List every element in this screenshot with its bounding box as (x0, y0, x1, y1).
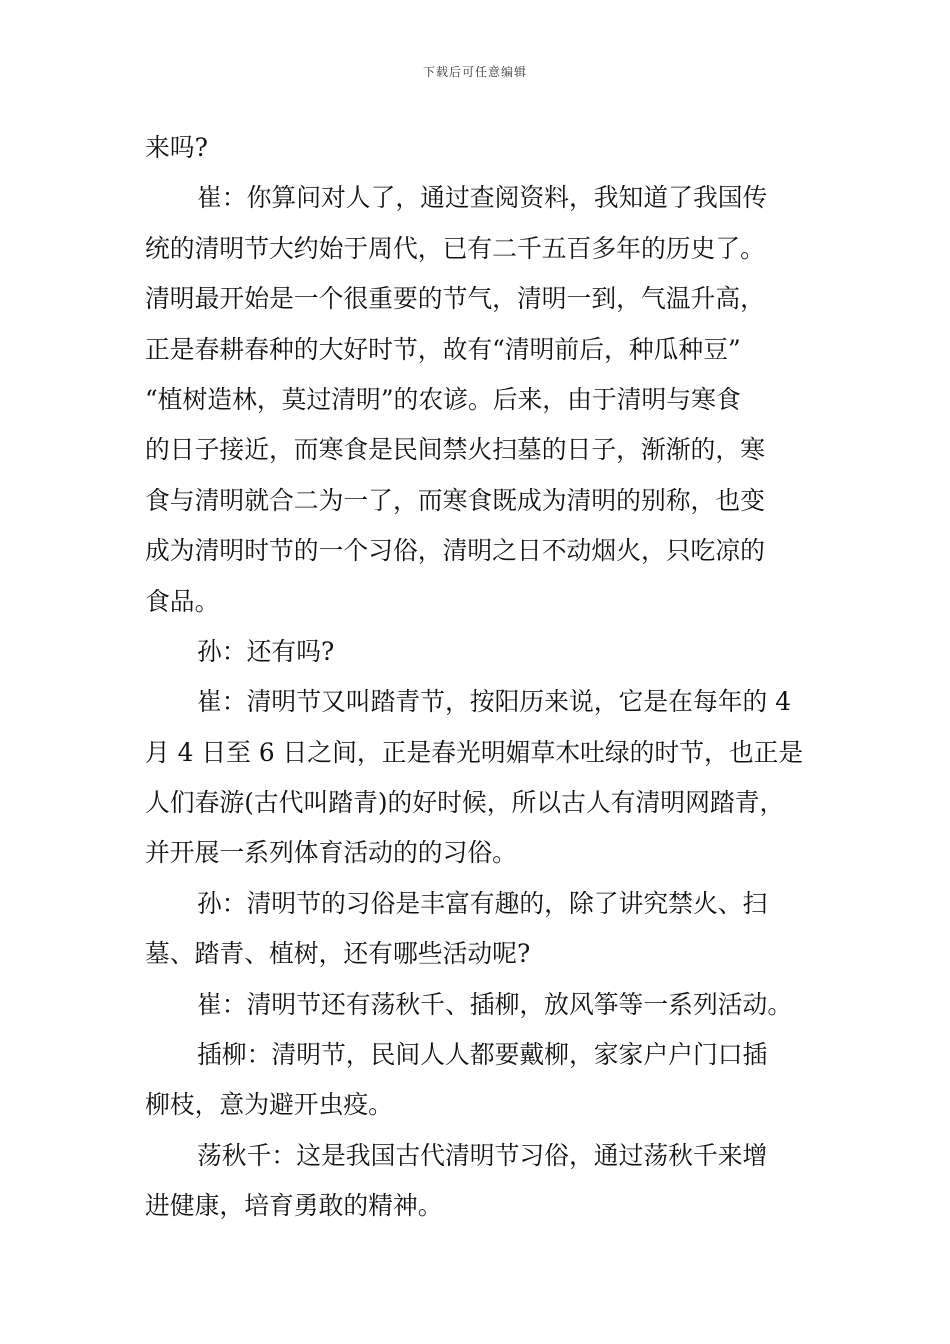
text-line: 并开展一系列体育活动的的习俗。 (145, 838, 517, 868)
text-line: 墓、踏青、植树，还有哪些活动呢? (145, 939, 531, 969)
text-line: 荡秋千：这是我国古代清明节习俗，通过荡秋千来增 (197, 1140, 768, 1170)
text-line: 插柳：清明节，民间人人都要戴柳，家家户户门口插 (197, 1040, 768, 1070)
text-line: 柳枝，意为避开虫疫。 (145, 1090, 393, 1120)
text-line: 食品。 (145, 586, 220, 616)
document-body (145, 123, 810, 1232)
text-line: 成为清明时节的一个习俗，清明之日不动烟火，只吃凉的 (145, 536, 765, 566)
text-line: 月 4 日至 6 日之间，正是春光明媚草木吐绿的时节，也正是 (145, 737, 804, 767)
text-line: “植树造林，莫过清明”的农谚。后来，由于清明与寒食 (145, 384, 741, 414)
text-line: 正是春耕春种的大好时节，故有“清明前后，种瓜种豆” (145, 334, 741, 364)
text-line: 孙：还有吗? (197, 636, 335, 666)
text-line: 崔：清明节还有荡秋千、插柳，放风筝等一系列活动。 (197, 989, 793, 1019)
text-line: 食与清明就合二为一了，而寒食既成为清明的别称，也变 (145, 485, 765, 515)
page-header-note: 下载后可任意编辑 (422, 65, 527, 79)
text-line: 清明最开始是一个很重要的节气，清明一到，气温升高， (145, 284, 765, 314)
text-line: 的日子接近，而寒食是民间禁火扫墓的日子，渐渐的，寒 (145, 435, 765, 465)
text-line: 孙：清明节的习俗是丰富有趣的，除了讲究禁火、扫 (197, 888, 768, 918)
text-line: 统的清明节大约始于周代，已有二千五百多年的历史了。 (145, 233, 765, 263)
text-line: 来吗? (145, 133, 208, 162)
text-line: 崔：清明节又叫踏青节，按阳历来说，它是在每年的 4 (197, 687, 791, 717)
text-line: 人们春游(古代叫踏青)的好时候，所以古人有清明网踏青， (145, 788, 785, 818)
text-line: 进健康，培育勇敢的精神。 (145, 1191, 443, 1221)
text-line: 崔：你算问对人了，通过查阅资料，我知道了我国传 (197, 183, 768, 213)
